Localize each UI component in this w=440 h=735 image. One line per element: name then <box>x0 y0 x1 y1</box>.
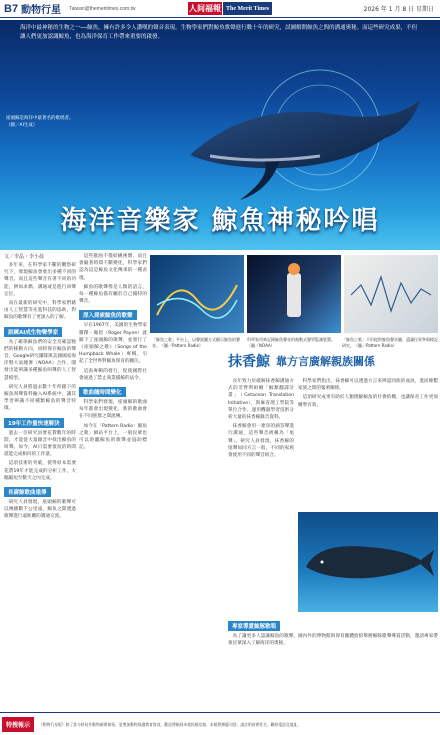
paragraph: 長年致力於破解抹香鯨溝通方式的非營利組織「鯨類翻譯計畫」（Cetacean Translation Initiative），與麻省理工學院等單位合作，運用機器學習技術分析大量的抹香鯨錄音資料。 <box>228 379 294 421</box>
paragraph: 多年來，在科學家不斷的觀察研究下，發現鯨魚會發出多種不同的聲音。而且這些聲音有著不同的功能，例如求偶、溝通或是進行回聲定位。 <box>4 263 76 297</box>
labeling-screen-photo <box>344 255 438 333</box>
byline: 文／李晶・李小晨 <box>4 254 45 260</box>
paragraph: 這項研究成果有助於人類理解鯨魚的社會結構，也讓保育工作更加精準有效。 <box>298 395 438 408</box>
subheading: 專家導賞鯨豚歌唱 <box>228 621 280 631</box>
paragraph: 為了確保鯨魚們的安全及確認牠們的移動方向，同時保存鯨魚的聲音，Google研究團隊與美國國家海洋暨大氣總署（NOAA）合作，開發出能辨識多種鯨魚叫聲的人工智慧模型。 <box>4 339 76 381</box>
lead-paragraph: 海洋中最神秘的生物之一──鯨魚，擁有許多令人讚嘆的聲音表現。生物學家們對鯨魚歌聲進行數十年的研究，試圖解開鯨魚之間的溝通奧秘。而這些研究成果，不但讓人們更加認識鯨魚，也為海洋保育工作帶來重要的啟發。 <box>20 25 418 40</box>
photo-caption: 科學家用來記錄鯨魚聲音的被動式聲學監測裝置。（圖／NOAA） <box>247 337 335 348</box>
paragraph: 科學家們發現，座頭鯨的歌曲每年都會出現變化，新的歌曲會在不同族群之間流傳。 <box>79 400 147 420</box>
paragraph: 科學家們指出，抹香鯨可以透過方言來辨認同族的成員，進而維繫家族之間的緊密關係。 <box>298 379 438 392</box>
paragraph: 鯨魚的歌聲像是人類的語言，每一種鯨魚都有屬於自己獨特的聲音。 <box>79 284 147 305</box>
paragraph: 這張專輯的發行，促使國際社會通過了禁止商業捕鯨的法令。 <box>79 368 147 381</box>
sidebar-title-main: 抹香鯨 <box>228 354 270 370</box>
subheading: 19年工作量快速解決 <box>4 418 64 428</box>
sidebar-column-2 <box>298 378 438 508</box>
footer-badge: 特搜報示 <box>2 717 34 732</box>
issue-date: 2026 年 1 月 8 日 星期日 <box>363 6 434 13</box>
paragraph: 早在1967年，美國的生物學家羅傑・佩恩（Roger Payne）就錄下了座頭鯨的歌聲，並發行了《座頭鯨之歌》（Songs of the Humpback Whale）專輯，引起了全世界對鯨魚保育的關注。 <box>79 323 147 365</box>
sidebar-column-1 <box>228 378 294 613</box>
newspaper-logo-en: The Merit Times <box>223 2 272 15</box>
sperm-whale-photo <box>298 512 438 612</box>
column-2 <box>79 253 147 708</box>
sidebar-headline <box>228 347 438 375</box>
paragraph: 如今在「Pattern Radio：鯨魚之歌」網站平台上，一般民眾也可以聆聽鯨魚的歌聲並協助標記。 <box>79 423 147 451</box>
subheading: 深入探索鯨魚的歌聲 <box>79 310 137 320</box>
subheading: 歌曲隨時間變化 <box>79 387 126 397</box>
spectrogram-photo <box>150 255 244 333</box>
acoustic-device-photo <box>247 255 341 333</box>
subheading: 長壽鯨歌曲遠傳 <box>4 487 51 497</box>
sperm-whale-icon <box>298 512 438 612</box>
main-headline: 海洋音樂家 鯨魚神秘吟唱 <box>60 206 380 236</box>
section-title: 動物行星 <box>21 5 62 16</box>
photo-caption: 「鯨魚之歌」不但提供鯨魚聲音圖，還讓民眾參與標記研究。（圖／Pattern Radio） <box>342 337 438 348</box>
newspaper-logo: 人间福報 <box>189 4 221 13</box>
bottom-section <box>228 618 438 708</box>
page-number: B7 <box>4 2 19 15</box>
whale-illustration-icon <box>170 60 430 210</box>
paragraph: 為了讓更多人認識鯨魚的歌聲，國內外的博物館與保育團體紛紛舉辦鯨豚歌聲導賞活動，邀請專家帶領民眾深入了解海洋的奧秘。 <box>228 634 438 647</box>
subheading: 訓練AI成生物聲學家 <box>4 327 62 337</box>
paragraph: 過去一位研究員要花費數年的時間，才能從大量錄音中找出鯨魚的叫聲。如今，AI只需要很短的時間就能完成相同的工作量。 <box>4 430 76 458</box>
paragraph: 這些歌曲不僅結構複雜，而且會隨著時間不斷變化，科學家們認為這是鯨魚文化傳承的一種表現。 <box>79 254 147 281</box>
paragraph: 研究人員發現，座頭鯨的歌聲可以傳播數千公里遠，鯨魚之間透過歌聲進行遠距離的溝通交流。 <box>4 500 76 520</box>
page-header <box>0 0 440 18</box>
sidebar-title-sub: 靠方言廣解親族關係 <box>276 355 375 368</box>
paragraph: 研究人員將過去數十年所錄下的鯨魚叫聲資料輸入AI系統中，讓其學習辨識不同種類鯨魚的聲音特徵。 <box>4 384 76 412</box>
spectrogram-icon <box>150 255 244 333</box>
page-footer <box>0 712 440 735</box>
hero-caption: 座頭鯨是海洋中最著名的歌唱者。（圖／AI生成） <box>6 116 74 128</box>
photo-strip <box>150 255 438 333</box>
paragraph: 抹香鯨會用一連串的滴答聲進行溝通，這些聲音被稱為「尾聲」。研究人員發現，抹香鯨的尾聲如同方言一般，不同的家族會使用不同的聲音組合。 <box>228 424 294 459</box>
footer-notice: 《動物行星版》除了當今時局外動物新聞報導，更增加動物保護教育資訊，歡迎傳稿到本報投稿信箱，本報將擇優刊登，請註明真實姓名、聯絡電話及地址。 <box>39 721 301 727</box>
paragraph: 這項技術的突破，使得原本需要花費19年才能完成的分析工作，大幅縮短至數天之內完成。 <box>4 461 76 481</box>
waveform-icon <box>344 255 438 333</box>
paragraph: 而在最新的研究中，科學家們藉由人工智慧等先進科技的協助，對鯨魚的歌聲有了更深入的了解。 <box>4 301 76 321</box>
column-1 <box>4 253 76 708</box>
contact-email[interactable]: Taiwan@themeritimes.com.tw <box>69 5 136 12</box>
hero-image <box>0 20 440 250</box>
hydrophone-icon <box>247 255 341 333</box>
photo-caption: 「鯨魚之歌」平台上，以聲波圖方式顯示鯨魚的聲音。（圖／Pattern Radio） <box>152 337 240 348</box>
